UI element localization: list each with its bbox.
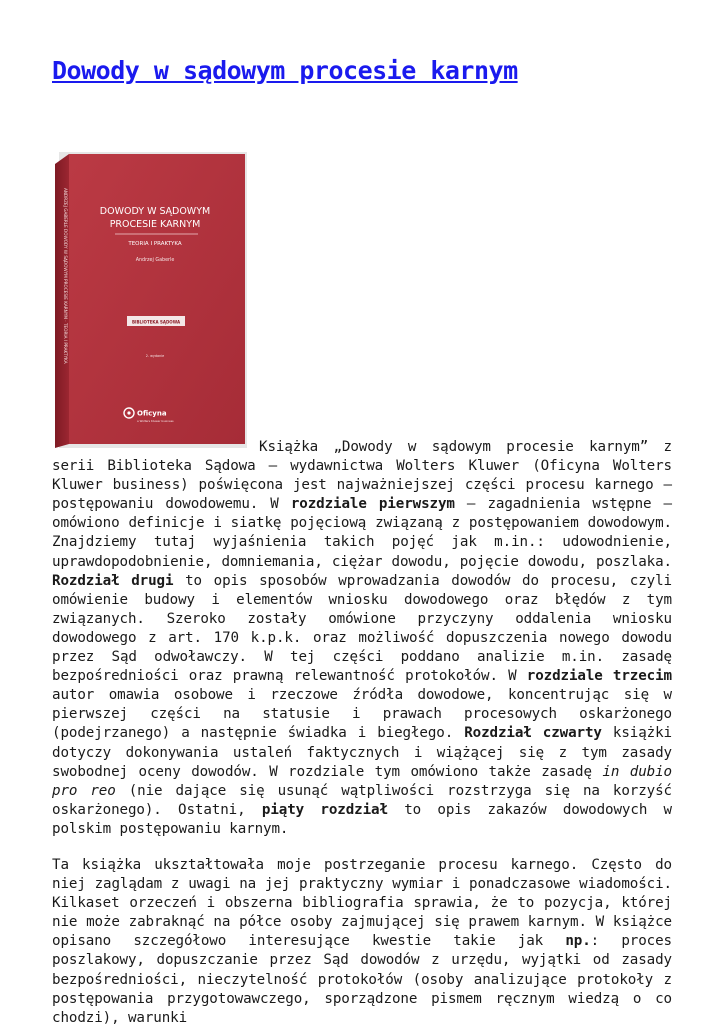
text-run: to opis sposobów wprowadzania dowodów do procesu, czyli omówienie budowy i elementów wniosku dowodowego oraz błędów z tym związanych. Szeroko zostały omówione przyczyny oddalenia wniosku dowodowego z art. 170 k.p.k. oraz możliwość dopuszczenia nowego dowodu przez Sąd odwoławczy. W tej części poddano analizie m.in. zasadę bezpośredniości oraz prawną relewantność protokołów. W [52,572,672,685]
text-run: Książka „Dowody w sądowym procesie karnym” z serii Biblioteka Sądowa – wydawnictwa Wolters Kluwer (Oficyna Wolters Kluwer business) poświęcona jest najważniejszej części procesu karnego – postępowaniu dowodowemu. W [52,439,672,513]
text-run: książki dotyczy dokonywania ustaleń faktycznych i wiążącej się z tym zasady swobodnej oceny dowodów. W rozdziale tym omówiono także zasadę [52,725,672,780]
text-run: Ta książka ukształtowała moje postrzeganie procesu karnego. Często do niej zaglądam z uwagi na jej praktyczny wymiar i ponadczasowe wiadomości. Kilkaset orzeczeń i obszerna bibliografia sprawia, że to pozycja, której nie może zabraknąć na półce osoby zajmującej się prawem karnym. W książce opisano szczegółowo interesujące kwestie takie jak [52,856,672,950]
bold-term: Rozdział drugi [52,572,174,589]
book-subtitle: TEORIA I PRAKTYKA [128,241,182,247]
book-title-line2: PROCESIE KARNYM [109,219,201,230]
book-edition: 2. wydanie [145,354,165,358]
page-title[interactable]: Dowody w sądowym procesie karnym [52,56,518,85]
book-title-line1: DOWODY W SĄDOWYM [99,206,211,217]
text-run: to opis zakazów dowodowych w polskim postępowaniu karnym. [52,801,672,837]
text-run: : proces poszlakowy, dopuszczanie przez Sąd dowodów z urzędu, wyjątki od zasady bezpośredniości, nieczytelność protokołów (osoby analizujące protokoły z postępowania przygotowawczego, sporządzone pismem ręcznym wiedzą o co chodzi), warunki [52,933,672,1026]
text-run: autor omawia osobowe i rzeczowe źródła dowodowe, koncentrując się w pierwszej części na statusie i prawach procesowych oskarżonego (podejrzanego) a następnie świadka i biegłego. [52,687,672,742]
bold-term: piąty rozdział [261,801,388,818]
bold-term: rozdziale pierwszym [290,496,455,513]
book-spine-text: ANDRZEJ GABERLE DOWODY W SĄDOWYM PROCESIE KARNYM · TEORIA I PRAKTYKA [63,188,68,364]
article-body [52,438,672,1028]
book-cover-image [55,148,247,448]
book-publisher-sub: a Wolters Kluwer business [137,419,174,423]
book-author: Andrzej Gaberle [135,258,175,263]
bold-term: Rozdział czwarty [464,725,602,742]
paragraph-1 [52,438,672,839]
book-front-cover [69,154,245,444]
book-publisher: Oficyna [137,409,167,418]
book-series-badge-text: BIBLIOTEKA SĄDOWA [131,319,181,325]
bold-term: rozdziale trzecim [526,668,672,685]
paragraph-2 [52,856,672,1028]
text-run: – zagadnienia wstępne – omówiono definicje i siatkę pojęciową związaną z postępowaniem dowodowym. Znajdziemy tutaj wyjaśnienia takich pojęć jak m.in.: udowodnienie, uprawdopodobnienie, domniemania, ciężar dowodu, pojęcie dowodu, poszlaka. [52,496,672,570]
italic-term: in dubio pro reo [52,763,672,799]
bold-term: np. [565,933,591,950]
text-run: (nie dające się usunąć wątpliwości rozstrzyga się na korzyść oskarżonego). Ostatni, [52,782,672,818]
